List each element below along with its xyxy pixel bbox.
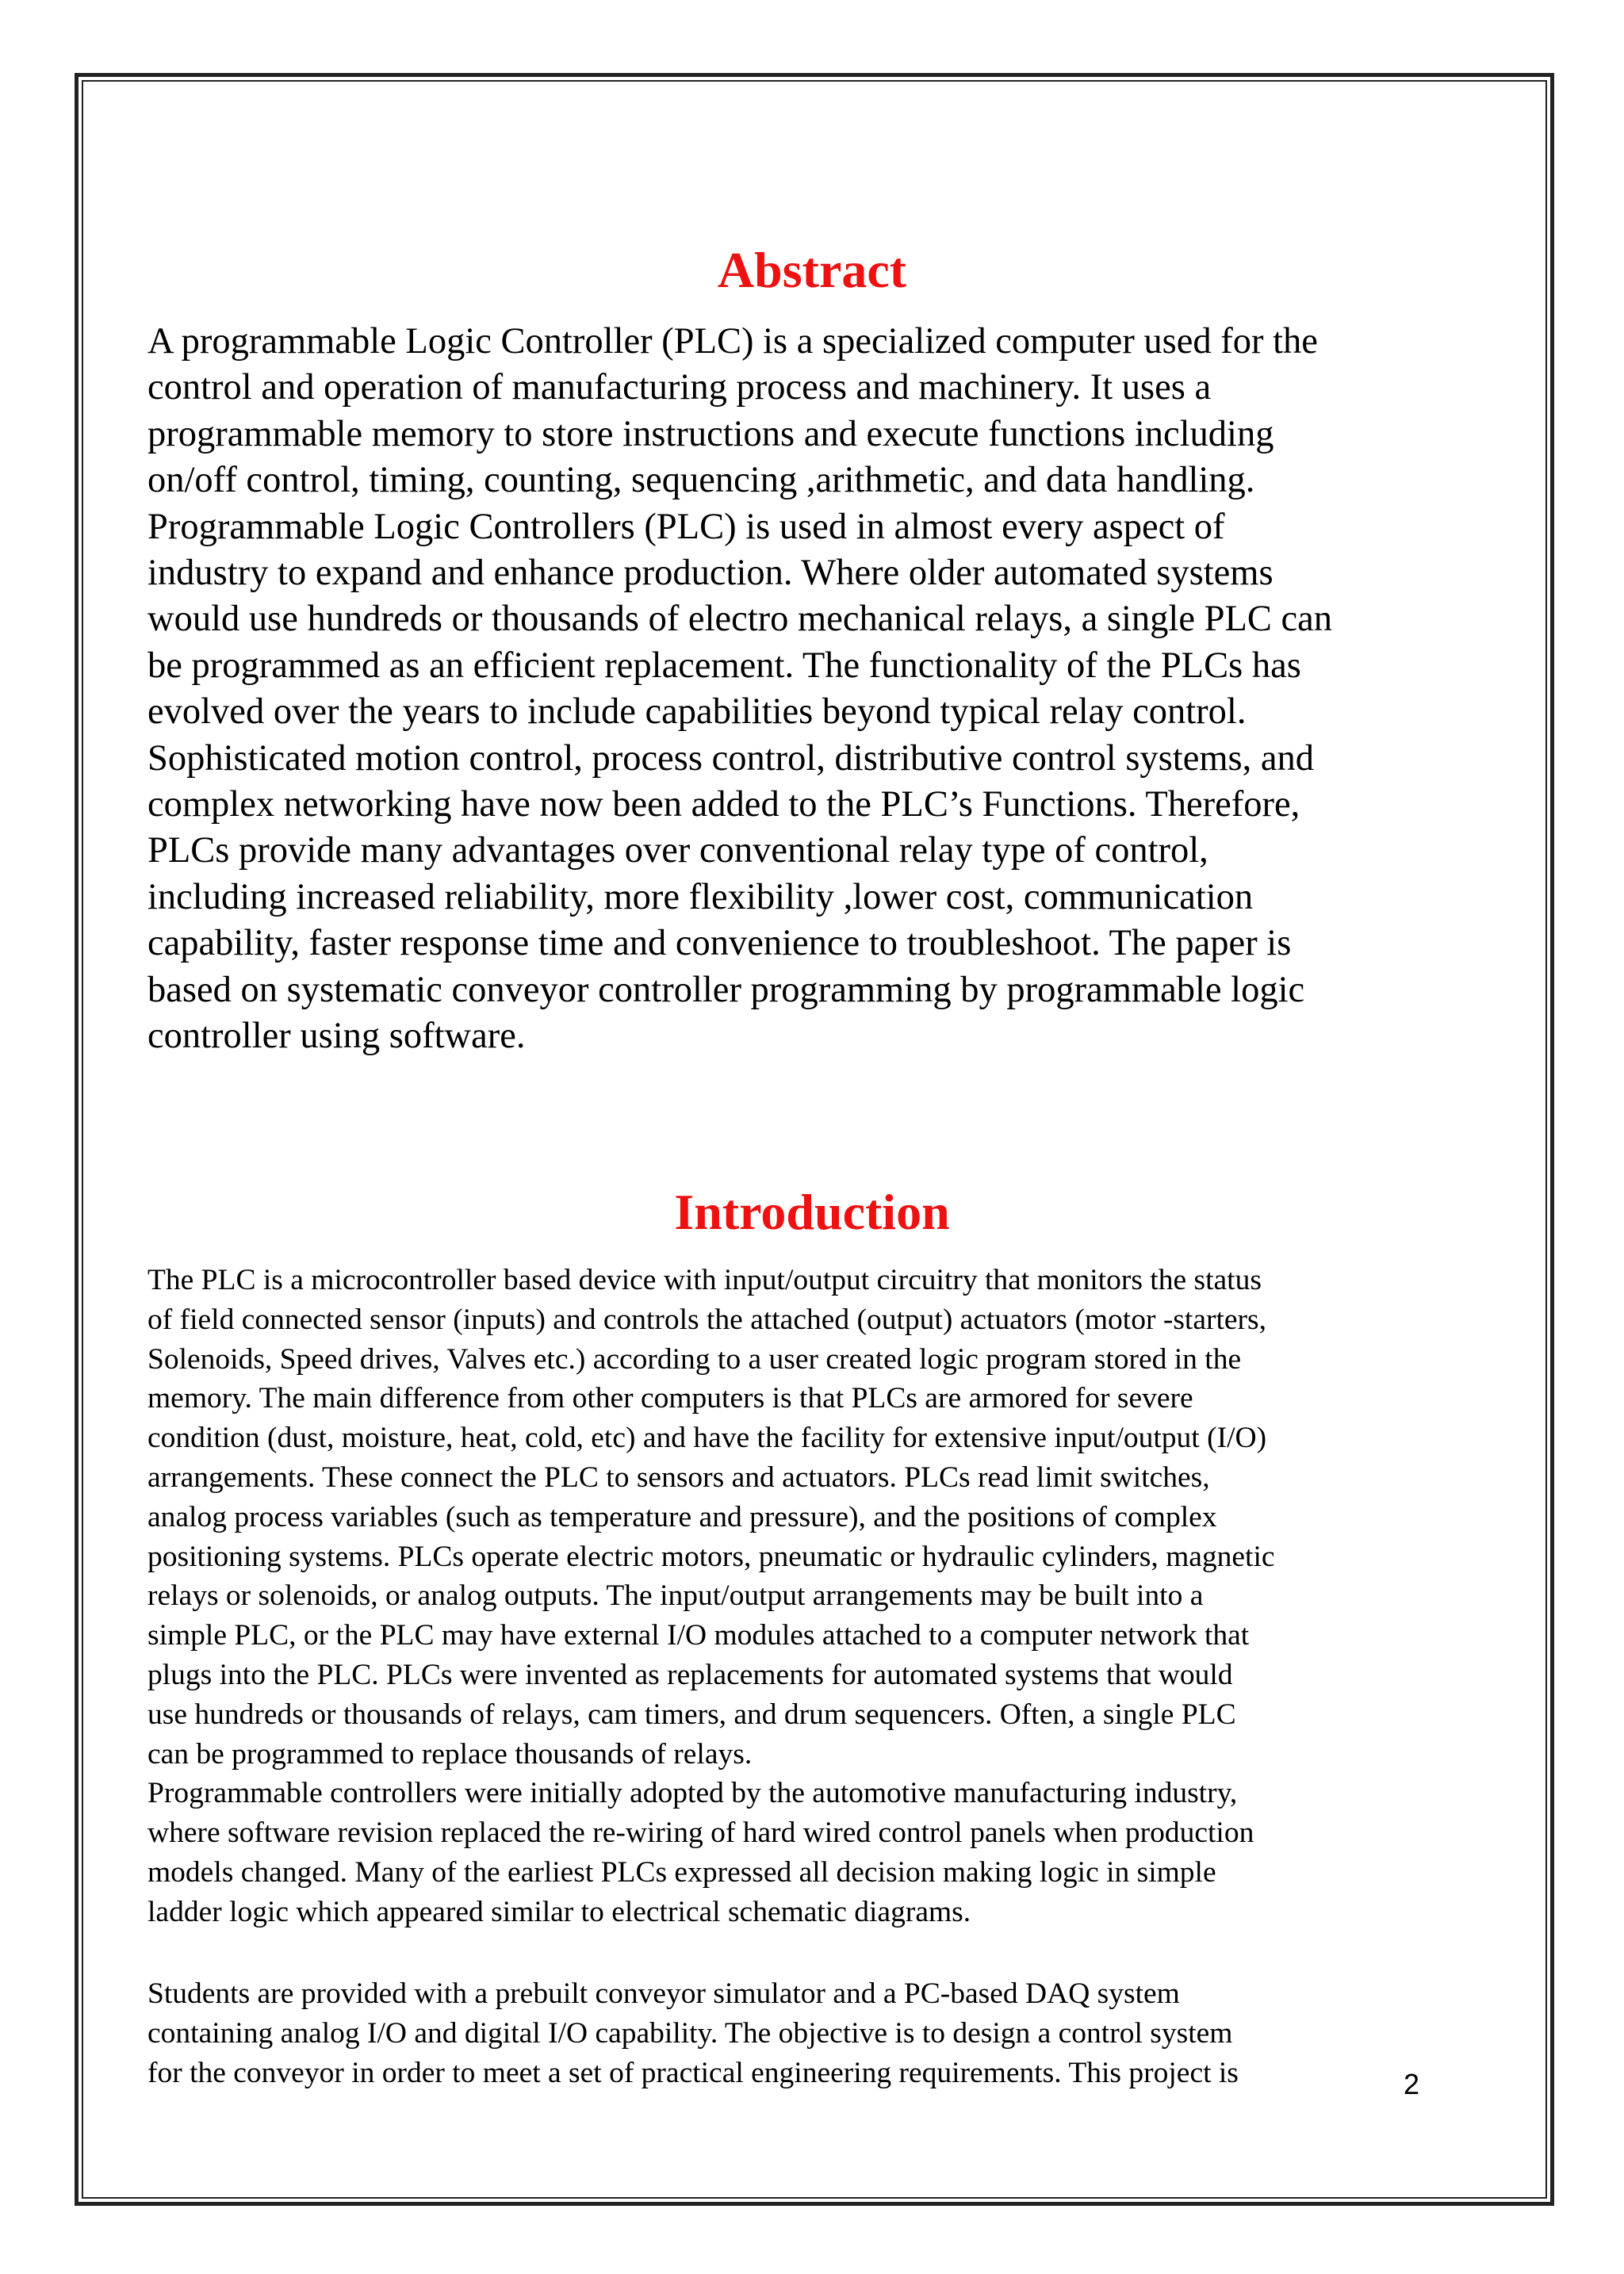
intro-line: where software revision replaced the re-wiring of hard wired control panels when production	[147, 1817, 1254, 1850]
intro-line: analog process variables (such as temperature and pressure), and the positions of complex	[147, 1500, 1217, 1533]
abstract-line: control and operation of manufacturing process and machinery. It uses a	[147, 367, 1212, 408]
intro-line: Programmable controllers were initially adopted by the automotive manufacturing industry,	[147, 1777, 1238, 1810]
abstract-line: evolved over the years to include capabilities beyond typical relay control.	[147, 691, 1247, 733]
intro-line: Solenoids, Speed drives, Valves etc.) according to a user created logic program stored in the	[147, 1342, 1242, 1376]
intro-line: containing analog I/O and digital I/O capability. The objective is to design a control system	[147, 2016, 1233, 2050]
abstract-line: capability, faster response time and convenience to troubleshoot. The paper is	[147, 923, 1292, 964]
intro-line: Students are provided with a prebuilt conveyor simulator and a PC-based DAQ system	[147, 1977, 1180, 2010]
introduction-paragraph-2	[147, 1974, 1488, 2092]
abstract-line: be programmed as an efficient replacement. The functionality of the PLCs has	[147, 645, 1301, 686]
abstract-line: based on systematic conveyor controller programming by programmable logic	[147, 969, 1305, 1010]
intro-line: positioning systems. PLCs operate electric motors, pneumatic or hydraulic cylinders, magnetic	[147, 1540, 1275, 1573]
abstract-line: Programmable Logic Controllers (PLC) is used in almost every aspect of	[147, 506, 1225, 547]
abstract-paragraph	[147, 319, 1488, 1060]
abstract-line: PLCs provide many advantages over conventional relay type of control,	[147, 830, 1208, 871]
intro-line: can be programmed to replace thousands of relays.	[147, 1737, 753, 1771]
introduction-paragraph-1	[147, 1261, 1488, 1932]
intro-line: use hundreds or thousands of relays, cam timers, and drum sequencers. Often, a single PLC	[147, 1698, 1236, 1731]
intro-line: The PLC is a microcontroller based device with input/output circuitry that monitors the status	[147, 1264, 1262, 1296]
intro-line: arrangements. These connect the PLC to sensors and actuators. PLCs read limit switches,	[147, 1460, 1210, 1494]
intro-line: models changed. Many of the earliest PLCs expressed all decision making logic in simple	[147, 1855, 1216, 1889]
intro-line: plugs into the PLC. PLCs were invented as replacements for automated systems that would	[147, 1658, 1233, 1691]
intro-line: condition (dust, moisture, heat, cold, etc) and have the facility for extensive input/output (I/O)	[147, 1422, 1267, 1455]
intro-line: memory. The main difference from other computers is that PLCs are armored for severe	[147, 1382, 1193, 1415]
intro-line: of field connected sensor (inputs) and controls the attached (output) actuators (motor -starters,	[147, 1303, 1266, 1336]
introduction-heading: Introduction	[674, 1183, 950, 1240]
abstract-line: would use hundreds or thousands of electro mechanical relays, a single PLC can	[147, 599, 1333, 640]
abstract-line: Sophisticated motion control, process control, distributive control systems, and	[147, 737, 1314, 779]
intro-line: ladder logic which appeared similar to electrical schematic diagrams.	[147, 1895, 971, 1928]
abstract-line: controller using software.	[147, 1016, 526, 1057]
intro-line: for the conveyor in order to meet a set of practical engineering requirements. This project is	[147, 2056, 1239, 2089]
abstract-line: industry to expand and enhance production. Where older automated systems	[147, 553, 1274, 594]
intro-line: relays or solenoids, or analog outputs. The input/output arrangements may be built into a	[147, 1579, 1204, 1613]
abstract-line: on/off control, timing, counting, sequencing ,arithmetic, and data handling.	[147, 460, 1255, 501]
abstract-line: A programmable Logic Controller (PLC) is a specialized computer used for the	[147, 321, 1318, 362]
abstract-line: including increased reliability, more flexibility ,lower cost, communication	[147, 876, 1254, 917]
abstract-heading: Abstract	[717, 241, 907, 298]
intro-line: simple PLC, or the PLC may have external I/O modules attached to a computer network that	[147, 1619, 1250, 1652]
abstract-line: complex networking have now been added to the PLC’s Functions. Therefore,	[147, 784, 1300, 825]
abstract-line: programmable memory to store instructions and execute functions including	[147, 413, 1274, 454]
page-number: 2	[1403, 2068, 1420, 2100]
